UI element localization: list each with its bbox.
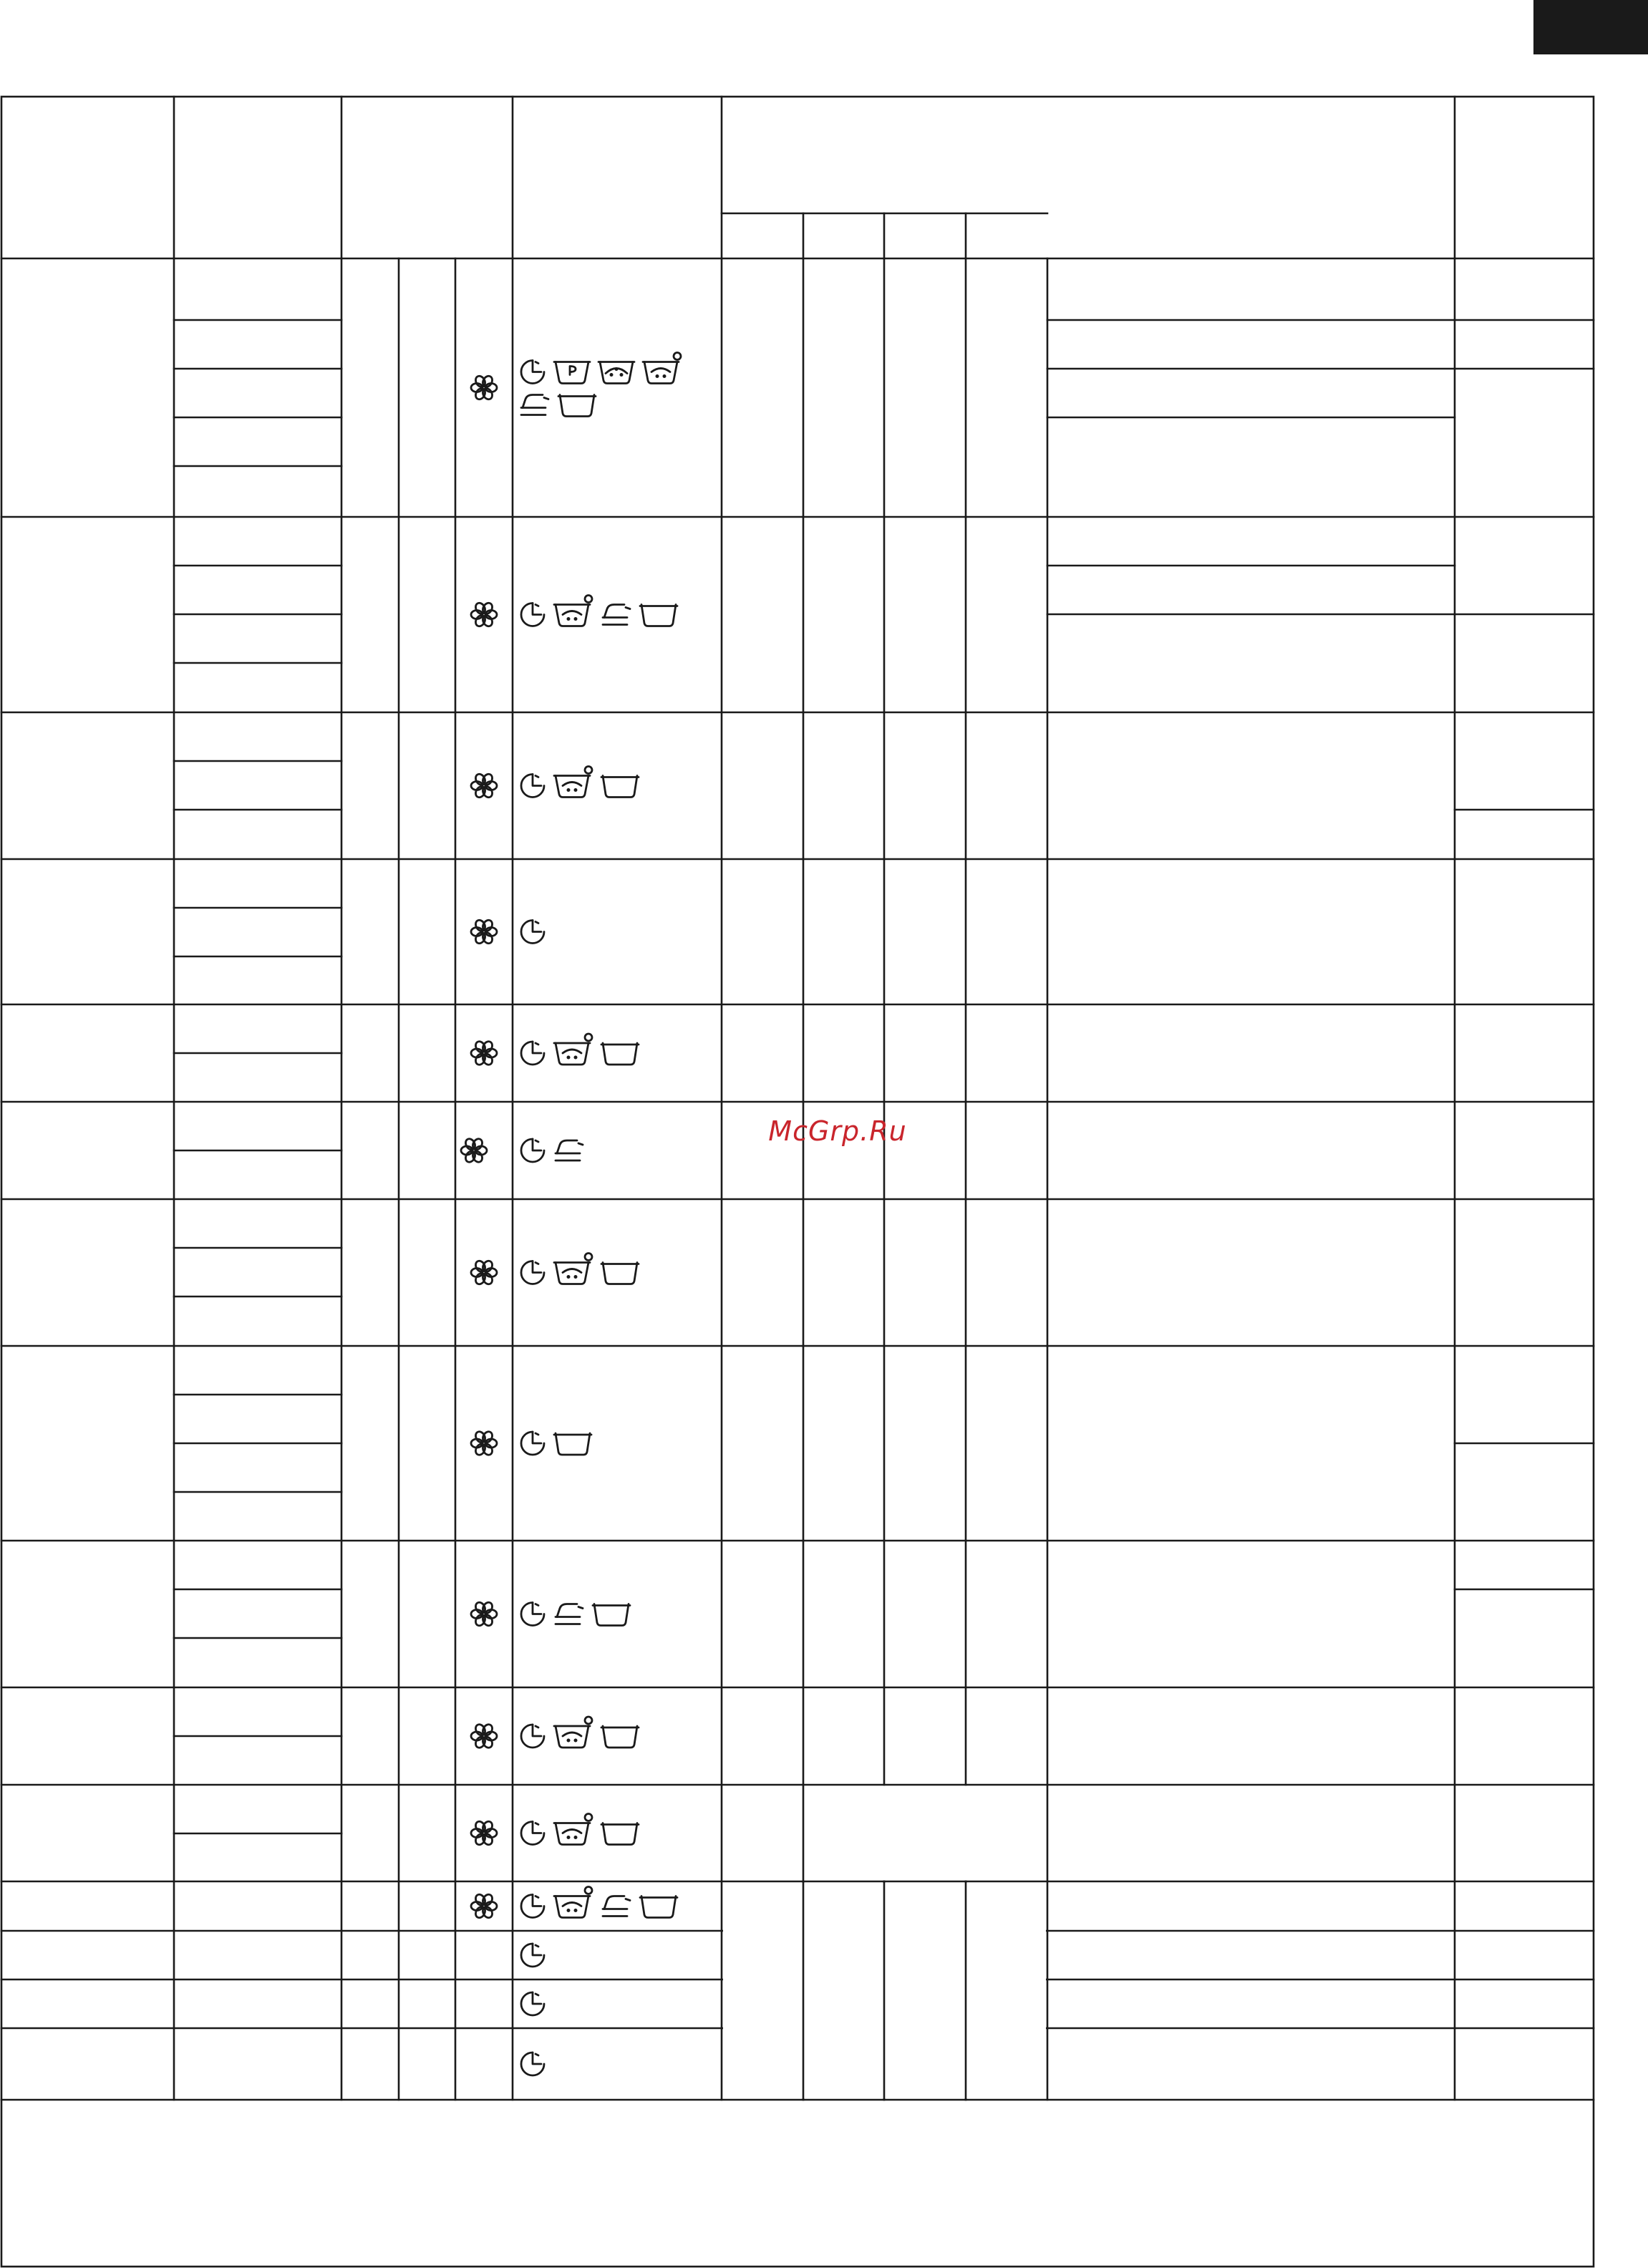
table-grid bbox=[1, 97, 1594, 2100]
extra-rinse-icon bbox=[593, 1604, 630, 1626]
timer-icon bbox=[521, 2053, 544, 2075]
timer-icon bbox=[521, 1822, 544, 1845]
extra-rinse-icon bbox=[601, 1823, 639, 1845]
rinse-plus-icon bbox=[554, 1717, 592, 1748]
easy-iron-icon bbox=[603, 605, 630, 625]
timer-icon bbox=[521, 775, 544, 798]
easy-iron-icon bbox=[521, 395, 548, 415]
easy-iron-icon bbox=[556, 1604, 583, 1624]
rinse-plus-icon bbox=[554, 596, 592, 626]
intensive-icon bbox=[598, 362, 634, 384]
flower-icon bbox=[471, 1259, 497, 1286]
extra-rinse-icon bbox=[601, 776, 639, 798]
timer-icon bbox=[521, 1944, 544, 1967]
timer-icon bbox=[521, 1603, 544, 1626]
timer-icon bbox=[521, 1432, 544, 1455]
extra-rinse-icon bbox=[640, 1896, 677, 1918]
timer-icon bbox=[521, 1992, 544, 2015]
icon-layer bbox=[461, 353, 681, 2076]
flower-icon bbox=[471, 1601, 497, 1627]
easy-iron-icon bbox=[603, 1896, 630, 1916]
timer-icon bbox=[521, 1895, 544, 1918]
flower-icon bbox=[471, 772, 497, 799]
timer-icon bbox=[521, 1139, 544, 1162]
timer-icon bbox=[521, 604, 544, 626]
extra-rinse-icon bbox=[558, 395, 596, 417]
timer-icon bbox=[521, 361, 544, 384]
timer-icon bbox=[521, 921, 544, 944]
easy-iron-icon bbox=[556, 1140, 583, 1160]
flower-icon bbox=[461, 1137, 487, 1163]
rinse-plus-icon bbox=[643, 353, 681, 384]
timer-icon bbox=[521, 1261, 544, 1284]
prewash-icon bbox=[554, 362, 590, 384]
flower-icon bbox=[471, 1722, 497, 1749]
flower-icon bbox=[471, 919, 497, 945]
watermark: McGrp.Ru bbox=[768, 1115, 907, 1147]
rinse-plus-icon bbox=[554, 1034, 592, 1065]
rinse-plus-icon bbox=[554, 1887, 592, 1918]
flower-icon bbox=[471, 1893, 497, 1919]
rinse-plus-icon bbox=[554, 767, 592, 798]
extra-rinse-icon bbox=[554, 1433, 591, 1455]
rinse-plus-icon bbox=[554, 1814, 592, 1845]
rinse-plus-icon bbox=[554, 1254, 592, 1284]
flower-icon bbox=[471, 1430, 497, 1456]
extra-rinse-icon bbox=[601, 1726, 639, 1748]
timer-icon bbox=[521, 1725, 544, 1748]
flower-icon bbox=[471, 374, 497, 401]
extra-rinse-icon bbox=[640, 605, 677, 626]
extra-rinse-icon bbox=[601, 1263, 639, 1284]
flower-icon bbox=[471, 601, 497, 628]
extra-rinse-icon bbox=[601, 1043, 639, 1065]
merged-cell bbox=[805, 1786, 1046, 1880]
timer-icon bbox=[521, 1042, 544, 1065]
flower-icon bbox=[471, 1820, 497, 1846]
flower-icon bbox=[471, 1040, 497, 1066]
